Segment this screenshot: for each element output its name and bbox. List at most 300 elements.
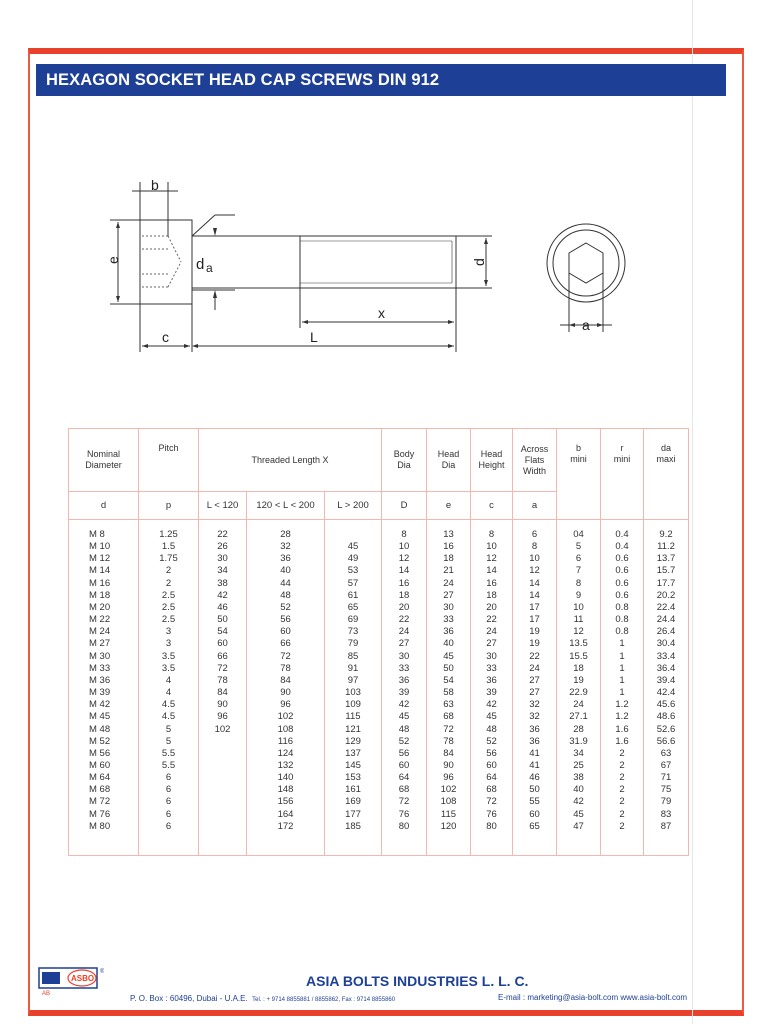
cell-l2-20: 140 (277, 772, 294, 784)
cell-c-14: 42 (486, 699, 497, 711)
cell-e-13: 58 (443, 687, 454, 699)
cell-e-8: 36 (443, 626, 454, 638)
column-b-mini (557, 529, 600, 833)
cell-d-8: M 24 (89, 626, 111, 638)
cell-d-0: M 8 (89, 529, 105, 540)
cell-d-23: M 76 (89, 808, 111, 820)
cell-c-8: 24 (486, 626, 497, 638)
cell-e-9: 40 (443, 638, 454, 650)
cell-a-1: 8 (531, 541, 538, 553)
cell-da-4: 17.7 (656, 577, 676, 589)
header-body-dia: Body Dia (382, 429, 427, 492)
cell-b-0: 04 (573, 529, 584, 540)
cell-l2-7: 56 (280, 614, 291, 626)
cell-c-10: 30 (486, 650, 497, 662)
socket-outline (142, 236, 181, 287)
cell-a-6: 17 (529, 601, 540, 613)
header-across-flats: Across Flats Width (513, 429, 557, 492)
cell-d-17: M 52 (89, 735, 111, 747)
cell-d-2: M 12 (89, 553, 111, 565)
cell-a-3: 12 (529, 565, 540, 577)
company-name: ASIA BOLTS INDUSTRIES L. L. C. (306, 973, 529, 989)
cell-l2-23: 164 (277, 808, 294, 820)
cell-l2-9: 66 (280, 638, 291, 650)
cell-c-18: 56 (486, 747, 497, 759)
cell-c-7: 22 (486, 614, 497, 626)
cell-l3-11: 91 (347, 662, 359, 674)
cell-l3-4: 57 (347, 577, 359, 589)
dim-label-x: x (378, 305, 385, 321)
cell-da-3: 15.7 (656, 565, 676, 577)
cell-l2-15: 102 (277, 711, 294, 723)
symbol-l2: 120 < L < 200 (247, 492, 325, 520)
cell-r-6: 0.8 (615, 601, 629, 613)
cell-l1-5: 42 (217, 589, 228, 601)
cell-d-20: M 64 (89, 772, 111, 784)
cell-p-13: 4 (165, 687, 172, 699)
cell-p-1: 1.5 (161, 541, 176, 553)
cell-e-22: 108 (440, 796, 457, 808)
cell-e-3: 21 (443, 565, 454, 577)
cell-D-5: 18 (398, 589, 410, 601)
cell-da-17: 56.6 (656, 735, 676, 747)
cell-l1-7: 50 (217, 614, 228, 626)
cell-c-1: 10 (486, 541, 497, 553)
cell-l2-2: 36 (280, 553, 291, 565)
cell-r-2: 0.6 (615, 553, 629, 565)
cell-da-14: 45.6 (656, 699, 676, 711)
cell-D-23: 76 (398, 808, 410, 820)
cell-l1-0: 22 (217, 529, 228, 540)
cell-da-16: 52.6 (656, 723, 676, 735)
cell-p-21: 6 (165, 784, 172, 796)
header-threaded-length: Threaded Length X (199, 429, 382, 492)
cell-l3-8: 73 (347, 626, 359, 638)
cell-l2-10: 72 (280, 650, 291, 662)
column-across-flats (513, 529, 556, 833)
cell-l2-18: 124 (277, 747, 294, 759)
cell-b-11: 18 (573, 662, 584, 674)
cell-D-11: 33 (398, 662, 410, 674)
cell-D-17: 52 (398, 735, 410, 747)
cell-p-22: 6 (165, 796, 172, 808)
cell-l2-14: 96 (280, 699, 291, 711)
cell-l1-12: 78 (217, 674, 228, 686)
cell-r-8: 0.8 (615, 626, 629, 638)
cell-c-15: 45 (486, 711, 497, 723)
cell-l1-6: 46 (217, 601, 228, 613)
thread-section (300, 236, 456, 288)
cell-l1-1: 26 (217, 541, 228, 553)
cell-D-21: 68 (398, 784, 410, 796)
cell-l2-8: 60 (280, 626, 291, 638)
column-pitch (139, 529, 198, 833)
cell-da-11: 36.4 (656, 662, 676, 674)
cell-b-2: 6 (575, 553, 582, 565)
cell-d-4: M 16 (89, 577, 111, 589)
cell-b-4: 8 (575, 577, 582, 589)
symbol-a: a (513, 492, 557, 520)
header-pitch: Pitch (139, 429, 199, 492)
cell-r-0: 0.4 (615, 529, 629, 540)
cell-e-17: 78 (443, 735, 454, 747)
cell-r-20: 2 (619, 772, 625, 784)
cell-d-11: M 33 (89, 662, 111, 674)
cell-D-16: 48 (398, 723, 410, 735)
cell-l1-2: 30 (217, 553, 228, 565)
cell-l1-13: 84 (217, 687, 228, 699)
cell-e-15: 68 (443, 711, 454, 723)
cell-l2-3: 40 (280, 565, 291, 577)
cell-d-1: M 10 (89, 541, 111, 553)
cell-a-11: 24 (529, 662, 540, 674)
cell-c-0: 8 (488, 529, 495, 540)
cell-b-17: 31.9 (569, 735, 588, 747)
cell-e-20: 96 (443, 772, 454, 784)
cell-c-19: 60 (486, 759, 497, 771)
cell-c-21: 68 (486, 784, 497, 796)
cell-D-18: 56 (398, 747, 410, 759)
cell-p-15: 4.5 (161, 711, 176, 723)
column-head-height (471, 529, 512, 833)
cell-c-6: 20 (486, 601, 497, 613)
cell-p-20: 6 (165, 772, 172, 784)
cell-b-6: 10 (573, 601, 584, 613)
cell-e-12: 54 (443, 674, 454, 686)
cell-d-18: M 56 (89, 747, 111, 759)
cell-e-11: 50 (443, 662, 454, 674)
cell-da-20: 71 (660, 772, 672, 784)
column-d (69, 529, 138, 833)
cell-r-4: 0.6 (615, 577, 629, 589)
cell-b-8: 12 (573, 626, 584, 638)
cell-b-14: 24 (573, 699, 584, 711)
cell-r-11: 1 (619, 662, 625, 674)
symbol-p: p (139, 492, 199, 520)
symbol-l1: L < 120 (199, 492, 247, 520)
cell-p-17: 5 (165, 735, 172, 747)
cell-l1-14: 90 (217, 699, 228, 711)
cell-p-7: 2.5 (161, 614, 176, 626)
cell-da-22: 79 (660, 796, 672, 808)
cell-b-12: 19 (573, 674, 584, 686)
cell-l1-4: 38 (217, 577, 228, 589)
cell-p-12: 4 (165, 674, 172, 686)
cell-b-19: 25 (573, 759, 584, 771)
cell-r-1: 0.4 (615, 541, 629, 553)
cell-da-23: 83 (660, 808, 672, 820)
cell-c-17: 52 (486, 735, 497, 747)
cell-r-5: 0.6 (615, 589, 629, 601)
cell-D-0: 8 (401, 529, 407, 540)
cell-l3-21: 161 (345, 784, 361, 796)
cell-r-24: 2 (619, 820, 625, 832)
cell-r-17: 1.6 (615, 735, 629, 747)
column-da-maxi (644, 529, 688, 833)
cell-p-9: 3 (165, 638, 172, 650)
head-end-view (547, 224, 625, 302)
cell-da-19: 67 (660, 759, 672, 771)
cell-l2-22: 156 (277, 796, 294, 808)
cell-b-16: 28 (573, 723, 584, 735)
cell-e-5: 27 (443, 589, 454, 601)
cell-r-18: 2 (619, 747, 625, 759)
cell-d-15: M 45 (89, 711, 111, 723)
cell-a-12: 27 (529, 674, 540, 686)
cell-a-24: 65 (529, 820, 540, 832)
cell-l3-7: 69 (347, 614, 359, 626)
column-head-dia (427, 529, 470, 833)
dim-label-e: e (105, 256, 121, 264)
cell-p-6: 2.5 (161, 601, 176, 613)
cell-d-14: M 42 (89, 699, 111, 711)
cell-l3-22: 169 (345, 796, 361, 808)
cell-a-13: 27 (529, 687, 540, 699)
cell-l3-24: 185 (345, 820, 361, 832)
cell-l2-1: 32 (280, 541, 291, 553)
company-address: P. O. Box : 60496, Dubai - U.A.E. Tel. : + 9714 8855881 / 8855862, Fax : 9714 8855860 (130, 994, 396, 1003)
cell-da-8: 26.4 (656, 626, 676, 638)
cell-l1-10: 66 (217, 650, 228, 662)
hex-socket (569, 243, 603, 283)
cell-a-2: 10 (529, 553, 540, 565)
screw-head (140, 220, 192, 304)
cell-l3-17: 129 (345, 735, 361, 747)
cell-l1-15: 96 (217, 711, 228, 723)
cell-l2-16: 108 (277, 723, 294, 735)
cell-a-7: 17 (529, 614, 540, 626)
cell-l2-19: 132 (277, 759, 294, 771)
cell-c-20: 64 (486, 772, 497, 784)
logo-sub: AB (42, 991, 51, 996)
cell-d-5: M 18 (89, 589, 111, 601)
cell-l2-24: 172 (277, 820, 294, 832)
symbol-e: e (427, 492, 471, 520)
cell-b-3: 7 (575, 565, 582, 577)
page-title: HEXAGON SOCKET HEAD CAP SCREWS DIN 912 (36, 64, 726, 96)
cell-p-23: 6 (165, 808, 172, 820)
header-da-maxi: da maxi (644, 429, 689, 520)
cell-da-9: 30.4 (656, 638, 676, 650)
cell-e-14: 63 (443, 699, 454, 711)
cell-D-1: 10 (398, 541, 410, 553)
cell-da-2: 13.7 (656, 553, 676, 565)
column-body-dia (382, 529, 426, 833)
cell-a-4: 14 (529, 577, 540, 589)
dim-label-b: b (151, 177, 159, 193)
cell-l1-9: 60 (217, 638, 228, 650)
cell-d-13: M 39 (89, 687, 111, 699)
cell-r-3: 0.6 (615, 565, 629, 577)
header-head-height: Head Height (471, 429, 513, 492)
cell-b-15: 27.1 (569, 711, 588, 723)
cell-a-14: 32 (529, 699, 540, 711)
cell-l3-13: 103 (345, 687, 361, 699)
cell-da-21: 75 (660, 784, 672, 796)
dim-label-d: d (471, 258, 487, 266)
column-l3 (325, 529, 381, 833)
cell-c-24: 80 (486, 820, 497, 832)
cell-r-23: 2 (619, 808, 625, 820)
cell-da-0: 9.2 (659, 529, 673, 540)
cell-r-16: 1.6 (615, 723, 629, 735)
cell-D-8: 24 (398, 626, 410, 638)
cell-b-7: 11 (573, 614, 584, 626)
cell-e-19: 90 (443, 759, 454, 771)
cell-l3-23: 177 (345, 808, 361, 820)
cell-a-20: 46 (529, 772, 540, 784)
cell-p-8: 3 (165, 626, 172, 638)
cell-D-7: 22 (398, 614, 410, 626)
cell-l3-10: 85 (347, 650, 359, 662)
cell-da-15: 48.6 (656, 711, 676, 723)
screw-drawing (0, 0, 768, 400)
cell-D-19: 60 (398, 759, 410, 771)
cell-l2-12: 84 (280, 674, 291, 686)
cell-p-10: 3.5 (161, 650, 176, 662)
cell-e-4: 24 (443, 577, 454, 589)
spec-table (68, 428, 689, 856)
cell-c-13: 39 (486, 687, 497, 699)
header-r-mini: r mini (601, 429, 644, 520)
registered-mark: ® (100, 969, 104, 975)
cell-D-24: 80 (398, 820, 410, 832)
logo-text: ASBO (71, 974, 95, 983)
cell-D-13: 39 (398, 687, 410, 699)
cell-l1-11: 72 (217, 662, 228, 674)
cell-D-6: 20 (398, 601, 410, 613)
cell-e-24: 120 (440, 820, 457, 832)
cell-da-1: 11.2 (657, 541, 675, 553)
cell-d-21: M 68 (89, 784, 111, 796)
header-head-dia: Head Dia (427, 429, 471, 492)
cell-a-21: 50 (529, 784, 540, 796)
cell-d-19: M 60 (89, 759, 111, 771)
cell-l3-18: 137 (345, 747, 361, 759)
cell-p-18: 5.5 (161, 747, 176, 759)
cell-D-12: 36 (398, 674, 410, 686)
cell-r-15: 1.2 (615, 711, 629, 723)
dim-label-da: d (196, 256, 205, 273)
cell-r-10: 1 (619, 650, 625, 662)
company-logo (38, 966, 104, 996)
cell-p-24: 6 (165, 820, 172, 832)
cell-d-10: M 30 (89, 650, 111, 662)
cell-D-10: 30 (398, 650, 410, 662)
column-r-mini (601, 529, 643, 833)
cell-d-3: M 14 (89, 565, 111, 577)
cell-l3-16: 121 (345, 723, 361, 735)
cell-c-4: 16 (486, 577, 497, 589)
cell-D-14: 42 (398, 699, 410, 711)
cell-da-12: 39.4 (656, 674, 676, 686)
cell-d-22: M 72 (89, 796, 111, 808)
cell-p-0: 1.25 (159, 529, 178, 540)
cell-d-7: M 22 (89, 614, 111, 626)
cell-l2-11: 78 (280, 662, 291, 674)
cell-p-3: 2 (165, 565, 172, 577)
cell-l3-2: 49 (347, 553, 359, 565)
cell-r-22: 2 (619, 796, 625, 808)
cell-da-24: 87 (660, 820, 672, 832)
cell-r-19: 2 (619, 759, 625, 771)
cell-r-9: 1 (619, 638, 625, 650)
cell-p-5: 2.5 (161, 589, 176, 601)
cell-a-22: 55 (529, 796, 540, 808)
cell-d-9: M 27 (89, 638, 111, 650)
cell-a-19: 41 (529, 759, 540, 771)
cell-da-5: 20.2 (656, 589, 676, 601)
symbol-d: d (69, 492, 139, 520)
cell-l3-9: 79 (347, 638, 359, 650)
cell-l3-5: 61 (347, 589, 359, 601)
cell-l2-17: 116 (277, 735, 294, 747)
cell-d-12: M 36 (89, 674, 111, 686)
cell-c-5: 18 (486, 589, 497, 601)
column-l2 (247, 529, 324, 833)
cell-e-23: 115 (440, 808, 457, 820)
cell-e-21: 102 (440, 784, 457, 796)
symbol-l3: L > 200 (325, 492, 382, 520)
cell-e-1: 16 (443, 541, 454, 553)
cell-c-9: 27 (486, 638, 497, 650)
cell-b-23: 45 (573, 808, 584, 820)
cell-a-15: 32 (529, 711, 540, 723)
cell-a-23: 60 (529, 808, 540, 820)
cell-D-15: 45 (398, 711, 410, 723)
cell-b-5: 9 (575, 589, 582, 601)
cell-a-8: 19 (529, 626, 540, 638)
cell-p-11: 3.5 (161, 662, 176, 674)
cell-l3-0 (325, 529, 381, 541)
cell-b-18: 34 (573, 747, 584, 759)
dim-label-a: a (582, 317, 590, 333)
cell-b-13: 22.9 (569, 687, 588, 699)
cell-da-6: 22.4 (656, 601, 676, 613)
dim-label-c: c (162, 329, 169, 345)
cell-e-6: 30 (443, 601, 454, 613)
cell-l3-19: 145 (345, 759, 361, 771)
cell-b-22: 42 (573, 796, 584, 808)
cell-b-10: 15.5 (569, 650, 588, 662)
cell-D-20: 64 (398, 772, 410, 784)
cell-D-3: 14 (398, 565, 410, 577)
cell-D-2: 12 (398, 553, 410, 565)
cell-l3-15: 115 (345, 711, 361, 723)
cell-l2-0: 28 (280, 529, 291, 540)
cell-l2-4: 44 (280, 577, 291, 589)
dim-label-L: L (310, 329, 318, 345)
cell-p-16: 5 (165, 723, 172, 735)
cell-e-7: 33 (443, 614, 454, 626)
cell-D-9: 27 (398, 638, 410, 650)
cell-a-17: 36 (529, 735, 540, 747)
cell-c-12: 36 (486, 674, 497, 686)
cell-e-10: 45 (443, 650, 454, 662)
cell-p-4: 2 (165, 577, 172, 589)
cell-p-19: 5.5 (161, 759, 176, 771)
cell-e-2: 18 (443, 553, 454, 565)
cell-d-24: M 80 (89, 820, 111, 832)
cell-p-2: 1.75 (159, 553, 178, 565)
cell-l2-5: 48 (280, 589, 291, 601)
cell-l3-12: 97 (347, 674, 359, 686)
cell-da-13: 42.4 (656, 687, 676, 699)
cell-p-14: 4.5 (161, 699, 176, 711)
cell-d-16: M 48 (89, 723, 111, 735)
cell-l3-6: 65 (347, 601, 359, 613)
cell-a-10: 22 (529, 650, 540, 662)
